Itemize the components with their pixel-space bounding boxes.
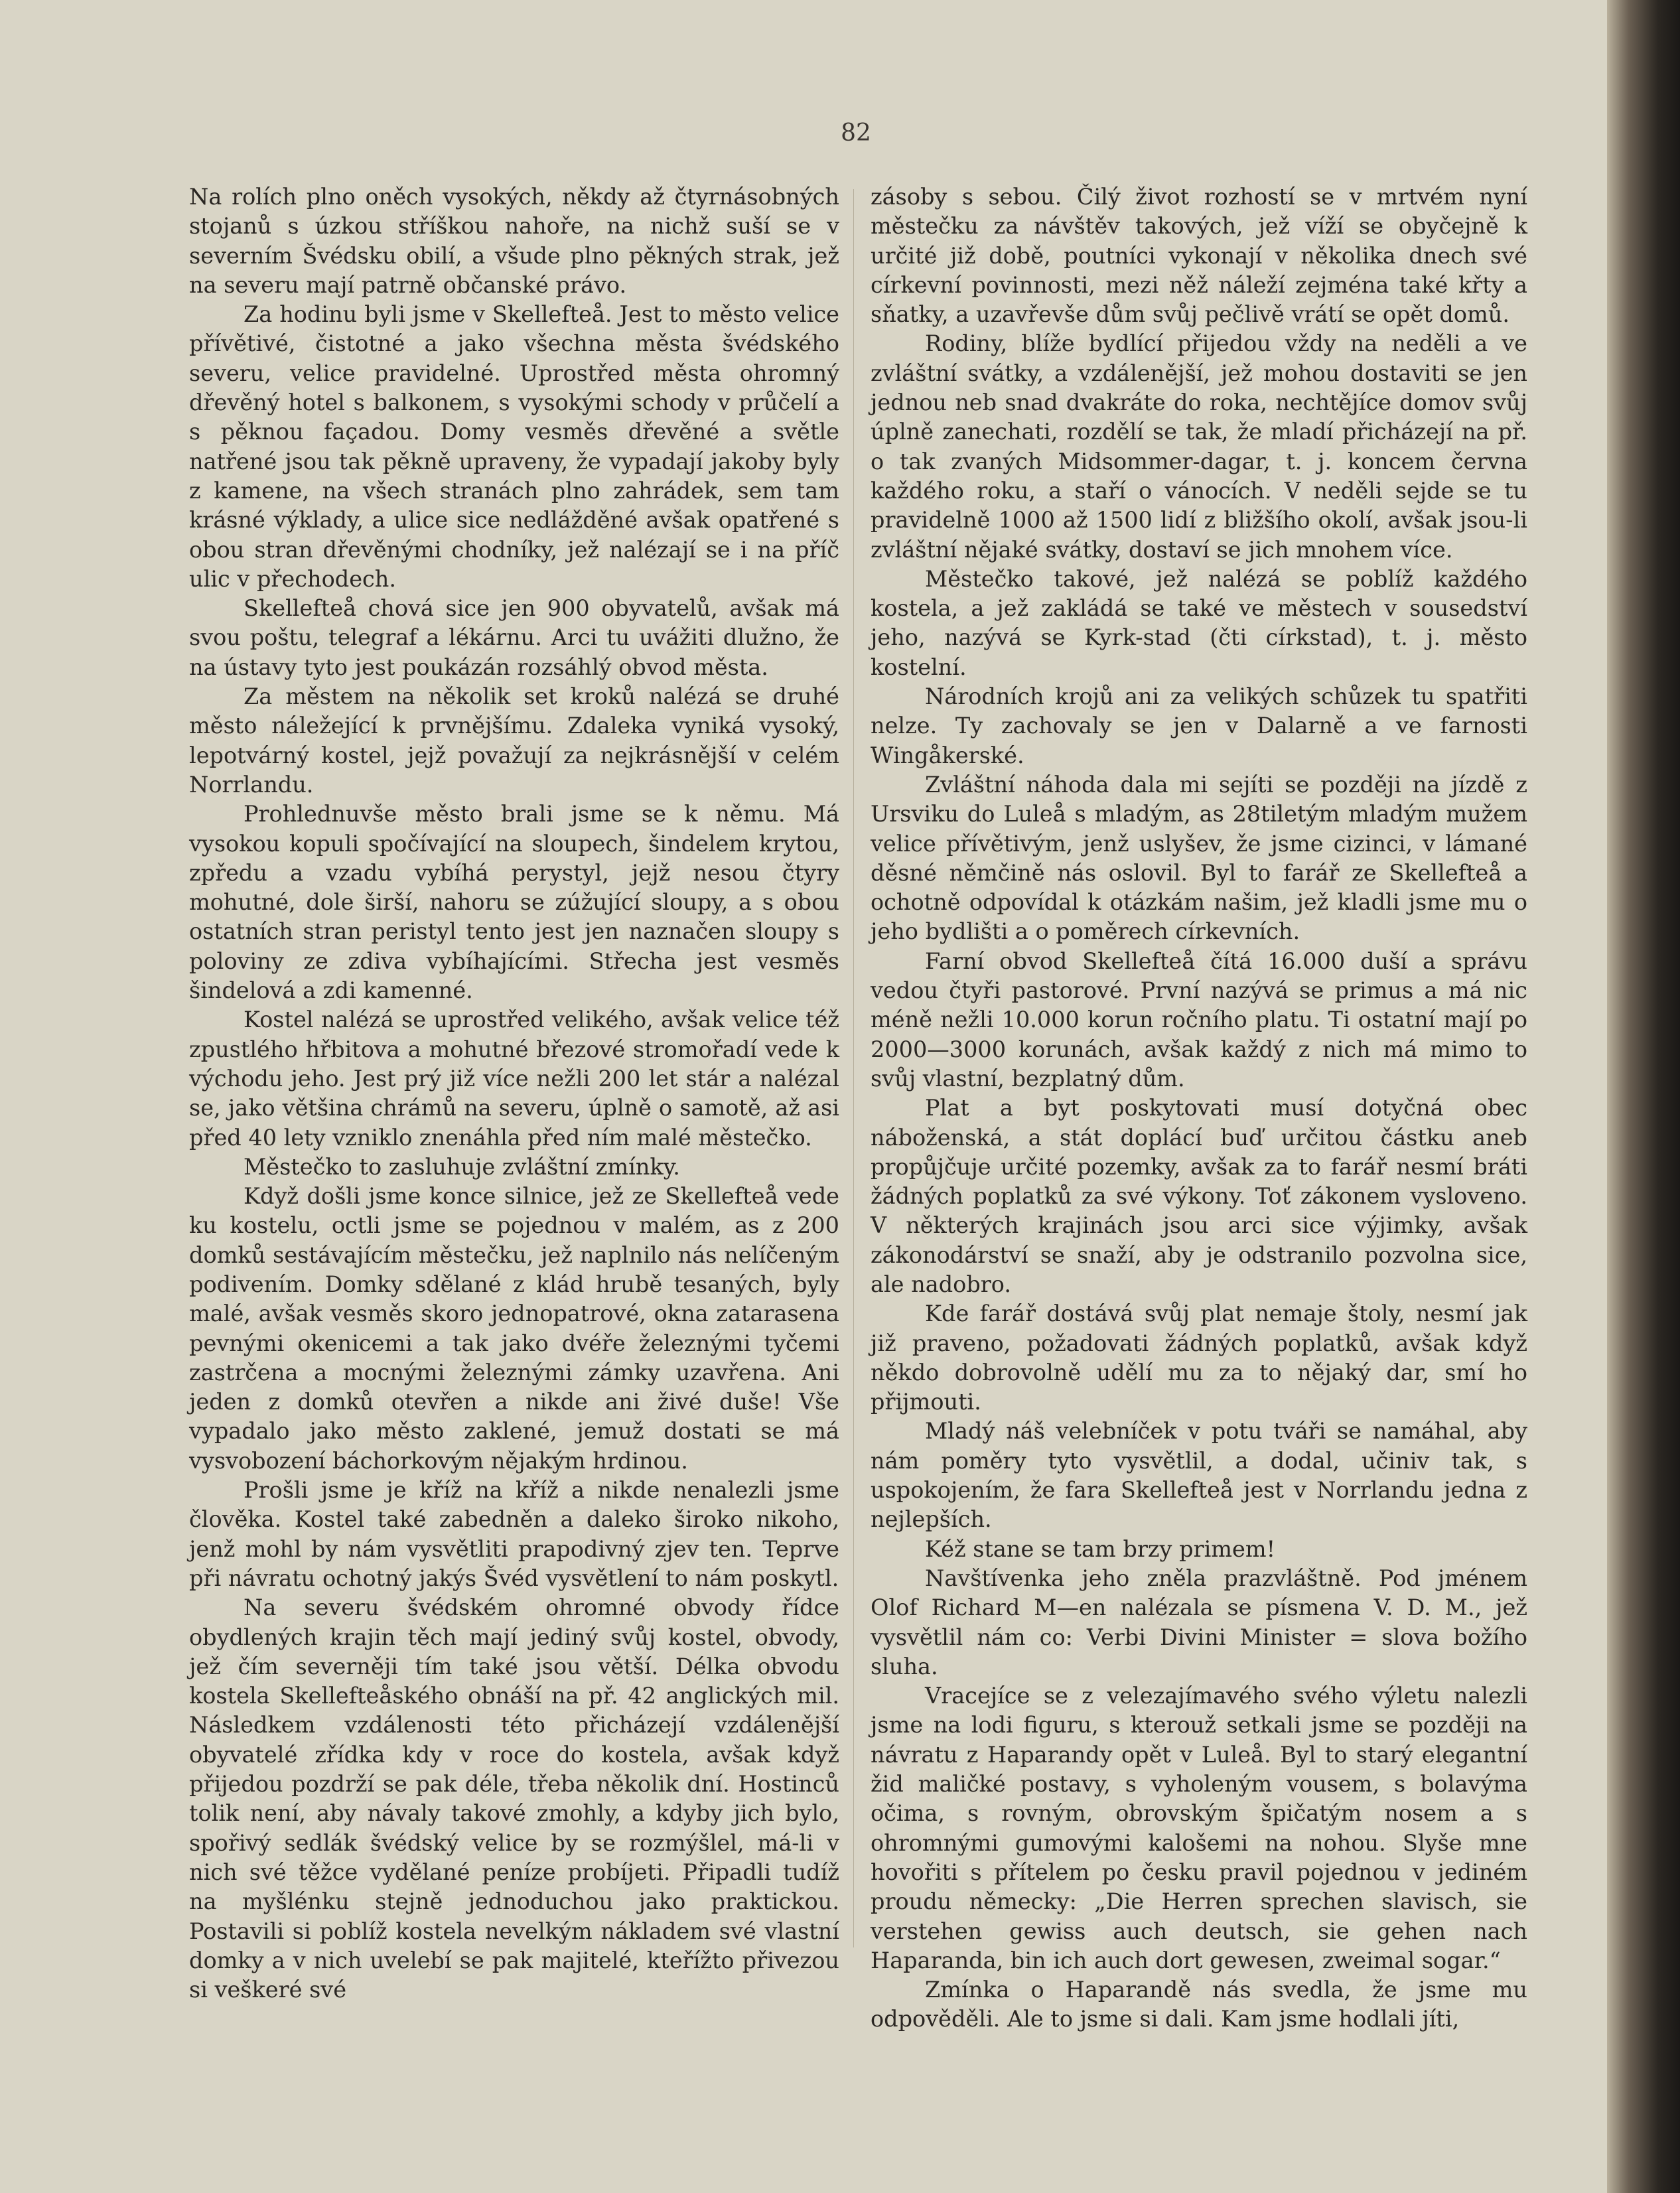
paragraph: Skellefteå chová sice jen 900 obyvatelů, avšak má svou poštu, telegraf a lékárnu. Arci tu uvážiti dlužno, že na ústavy tyto jest poukázán rozsáhlý obvod města. [189,595,839,680]
paragraph: Rodiny, blíže bydlící přijedou vždy na neděli a ve zvláštní svátky, a vzdálenější, jež mohou dostaviti se jen jednou neb snad dvakráte do roka, nechtějíce domov svůj úplně zanechati, rozdělí se tak, že mladí přicházejí na př. o tak zvaných Midsommer-dagar, t. j. koncem června každého roku, a staří o vánocích. V neděli sejde se tu pravidelně 1000 až 1500 lidí z bližšího okolí, avšak jsou-li zvláštní nějaké svátky, dostaví se jich mnohem více. [871,330,1527,563]
paragraph: Farní obvod Skellefteå čítá 16.000 duší a správu vedou čtyři pastorové. První nazývá se primus a má nic méně nežli 10.000 korun ročního platu. Ti ostatní mají po 2000—3000 korunách, avšak každý z nich má mimo to svůj vlastní, bezplatný dům. [871,948,1527,1092]
paragraph: Plat a byt poskytovati musí dotyčná obec náboženská, a stát doplácí buď určitou částku aneb propůjčuje určité pozemky, avšak za to farář nesmí bráti žádných poplatků za své výkony. Toť zákonem vysloveno. V některých krajinách jsou arci sice výjimky, avšak zákonodárství se snaží, aby je odstranilo pozvolna sice, ale nadobro. [871,1095,1527,1297]
paragraph: Zmínka o Haparandě nás svedla, že jsme mu odpověděli. Ale to jsme si dali. Kam jsme hodlali jíti, [871,1977,1527,2032]
paragraph: Za městem na několik set kroků nalézá se druhé město náležející k prvnějšímu. Zdaleka vyniká vysoký, lepotvárný kostel, jejž považují za nejkrásnější v celém Norrlandu. [189,683,839,798]
paragraph: Když došli jsme konce silnice, jež ze Skellefteå vede ku kostelu, octli jsme se pojednou v malém, as z 200 domků sestávajícím městečku, jež naplnilo nás nelíčeným podivením. Domky sdělané z klád hrubě tesaných, byly malé, avšak vesměs skoro jednopatrové, okna zatarasena pevnými okenicemi a tak jako dvéře železnými tyčemi zastrčena a mocnými železnými zámky uzavřena. Ani jeden z domků otevřen a nikde ani živé duše! Vše vypadalo jako město zaklené, jemuž dostati se má vysvobození báchorkovým nějakým hrdinou. [189,1183,839,1474]
column-divider [853,189,854,1947]
page-number: 82 [841,119,871,147]
paragraph: Za hodinu byli jsme v Skellefteå. Jest to město velice přívětivé, čistotné a jako všechna města švédského severu, velice pravidelné. Uprostřed města ohromný dřevěný hotel s balkonem, s vysokými schody v průčelí a s pěknou façadou. Domy vesměs dřevěné a světle natřené jsou tak pěkně upraveny, že vypadají jakoby byly z kamene, na všech stranách plno zahrádek, sem tam krásné výklady, a ulice sice nedlážděné avšak opatřené s obou stran dřevěnými chodníky, jež nalézají se i na příč ulic v přechodech. [189,301,839,592]
paragraph: Městečko takové, jež nalézá se poblíž každého kostela, a jež zakládá se také ve městech v sousedství jeho, nazývá se Kyrk-stad (čti církstad), t. j. město kostelní. [871,565,1527,680]
page-binding-edge [1607,0,1680,2193]
paragraph: Na rolích plno oněch vysokých, někdy až čtyrnásobných stojanů s úzkou stříškou nahoře, na nichž suší se v severním Švédsku obilí, a všude plno pěkných strak, jež na severu mají patrně občanské právo. [189,184,839,298]
right-column [871,182,1527,2034]
paragraph: Na severu švédském ohromné obvody řídce obydlených krajin těch mají jediný svůj kostel, obvody, jež čím severněji tím také jsou větší. Délka obvodu kostela Skellefteåského obnáší na př. 42 anglických mil. Následkem vzdálenosti této přicházejí vzdálenější obyvatelé zřídka kdy v roce do kostela, avšak když přijedou pozdrží se pak déle, třeba několik dní. Hostinců tolik není, aby návaly takové zmohly, a kdyby jich bylo, spořivý sedlák švédský velice by se rozmýšlel, má-li v nich své těžce vydělané peníze probíjeti. Připadli tudíž na myšlénku stejně jednoduchou jako praktickou. Postavili si poblíž kostela nevelkým nákladem své vlastní domky a v nich uvelebí se pak majitelé, kteřížto přivezou si veškeré své [189,1594,839,2003]
paragraph: Zvláštní náhoda dala mi sejíti se později na jízdě z Ursviku do Luleå s mladým, as 28tiletým mladým mužem velice přívětivým, jenž uslyšev, že jsme cizinci, v lámané děsné němčině nás oslovil. Byl to farář ze Skellefteå a ochotně odpovídal k otázkám našim, jež kladli jsme mu o jeho bydlišti a o poměrech církevních. [871,771,1527,945]
paragraph: Prošli jsme je kříž na kříž a nikde nenalezli jsme člověka. Kostel také zabedněn a daleko široko nikoho, jenž mohl by nám vysvětliti prapodivný zjev ten. Teprve při návratu ochotný jakýs Švéd vysvětlení to nám poskytl. [189,1477,839,1591]
left-column [189,182,839,2005]
paragraph: Národních krojů ani za velikých schůzek tu spatřiti nelze. Ty zachovaly se jen v Dalarně a ve farnosti Wingåkerské. [871,683,1527,768]
paragraph: Kde farář dostává svůj plat nemaje štoly, nesmí jak již praveno, požadovati žádných poplatků, avšak když někdo dobrovolně udělí mu za to nějaký dar, smí ho přijmouti. [871,1301,1527,1415]
paragraph: Navštívenka jeho zněla prazvláštně. Pod jménem Olof Richard M—en nalézala se písmena V. D. M., jež vysvětlil nám co: Verbi Divini Minister = slova božího sluha. [871,1565,1527,1679]
paragraph: Mladý náš velebníček v potu tváři se namáhal, aby nám poměry tyto vysvětlil, a dodal, učiniv tak, s uspokojením, že fara Skellefteå jest v Norrlandu jedna z nejlepších. [871,1418,1527,1533]
paragraph: zásoby s sebou. Čilý život rozhostí se v mrtvém nyní městečku za návštěv takových, jež víží se obyčejně k určité již době, poutníci vykonají v několika dnech své církevní povinnosti, mezi něž náleží zejména také křty a sňatky, a uzavřevše dům svůj pečlivě vrátí se opět domů. [871,184,1527,328]
paragraph: Vracejíce se z velezajímavého svého výletu nalezli jsme na lodi figuru, s kterouž setkali jsme se později na návratu z Haparandy opět v Luleå. Byl to starý elegantní žid maličké postavy, s vyholeným vousem, s bolavýma očima, s rovným, obrovským špičatým nosem a s ohromnými gumovými kalošemi na nohou. Slyše mne hovořiti s přítelem po česku pravil pojednou v jediném proudu německy: „Die Herren sprechen slavisch, sie verstehen gewiss auch deutsch, sie gehen nach Haparanda, bin ich auch dort gewesen, zweimal sogar.“ [871,1683,1527,1973]
paragraph: Prohlednuvše město brali jsme se k němu. Má vysokou kopuli spočívající na sloupech, šindelem krytou, zpředu a vzadu vybíhá perystyl, jejž nesou čtyry mohutné, dole širší, nahoru se zúžující sloupy, a s obou ostatních stran peristyl tento jest jen naznačen sloupy s poloviny ze zdiva vybíhajícími. Střecha jest vesměs šindelová a zdi kamenné. [189,801,839,1004]
paragraph: Kéž stane se tam brzy primem! [925,1535,1276,1562]
paragraph: Kostel nalézá se uprostřed velikého, avšak velice též zpustlého hřbitova a mohutné březové stromořadí vede k východu jeho. Jest prý již více nežli 200 let stár a nalézal se, jako většina chrámů na severu, úplně o samotě, až asi před 40 lety vzniklo znenáhla před ním malé městečko. [189,1007,839,1151]
paragraph: Městečko to zasluhuje zvláštní zmínky. [244,1153,680,1180]
